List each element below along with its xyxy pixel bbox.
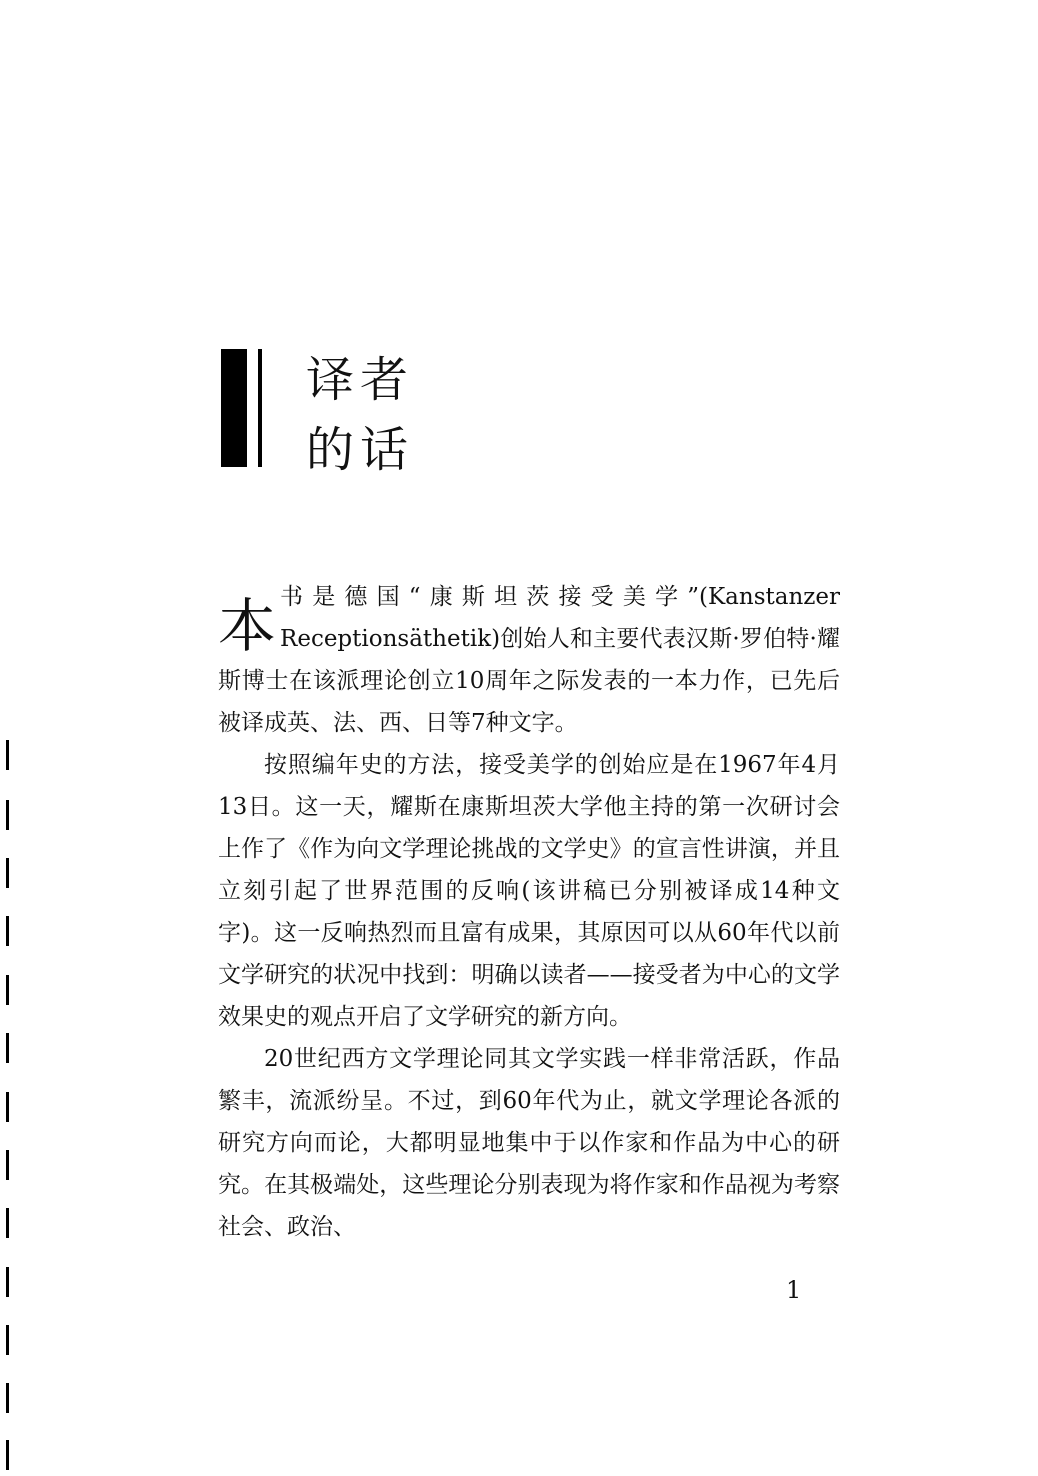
page-number: 1: [786, 1276, 802, 1304]
scan-edge-mark: [6, 1033, 9, 1063]
paragraph-1-text: 书是德国“康斯坦茨接受美学”(Kanstanzer Receptionsäthetik)创始人和主要代表汉斯·罗伯特·耀斯博士在该派理论创立10周年之际发表的一本力作，已先后被译成英、法、西、日等7种文字。: [218, 584, 840, 736]
paragraph-2: 按照编年史的方法，接受美学的创始应是在1967年4月13日。这一天，耀斯在康斯坦茨大学他主持的第一次研讨会上作了《作为向文学理论挑战的文学史》的宣言性讲演，并且立刻引起了世界范围的反响(该讲稿已分别被译成14种文字)。这一反响热烈而且富有成果，其原因可以从60年代以前文学研究的状况中找到：明确以读者——接受者为中心的文学效果史的观点开启了文学研究的新方向。: [218, 752, 840, 1030]
drop-cap: 本: [218, 592, 277, 660]
scan-edge-mark: [6, 858, 9, 888]
scan-edge-mark: [6, 1092, 9, 1122]
scan-edge-mark: [6, 1325, 9, 1355]
scan-edge-mark: [6, 1267, 9, 1297]
scan-edge-mark: [6, 740, 9, 770]
scan-edge-mark: [6, 975, 9, 1005]
body-text: [218, 576, 840, 1248]
chapter-title-line-2: 的话: [306, 422, 415, 478]
scan-edge-mark: [6, 1440, 9, 1470]
title-bar-thick: [221, 349, 247, 467]
scan-edge-mark: [6, 1208, 9, 1238]
scan-edge-mark: [6, 1150, 9, 1180]
paragraph-3: 20世纪西方文学理论同其文学实践一样非常活跃，作品繁丰，流派纷呈。不过，到60年代为止，就文学理论各派的研究方向而论，大都明显地集中于以作家和作品为中心的研究。在其极端处，这些理论分别表现为将作家和作品视为考察社会、政治、: [218, 1046, 840, 1240]
scan-edge-mark: [6, 800, 9, 830]
chapter-title-line-1: 译者: [306, 352, 415, 408]
scan-edge-mark: [6, 916, 9, 946]
paragraph-1: [218, 576, 840, 744]
title-bar-thin: [258, 349, 262, 467]
scan-edge-mark: [6, 1383, 9, 1413]
